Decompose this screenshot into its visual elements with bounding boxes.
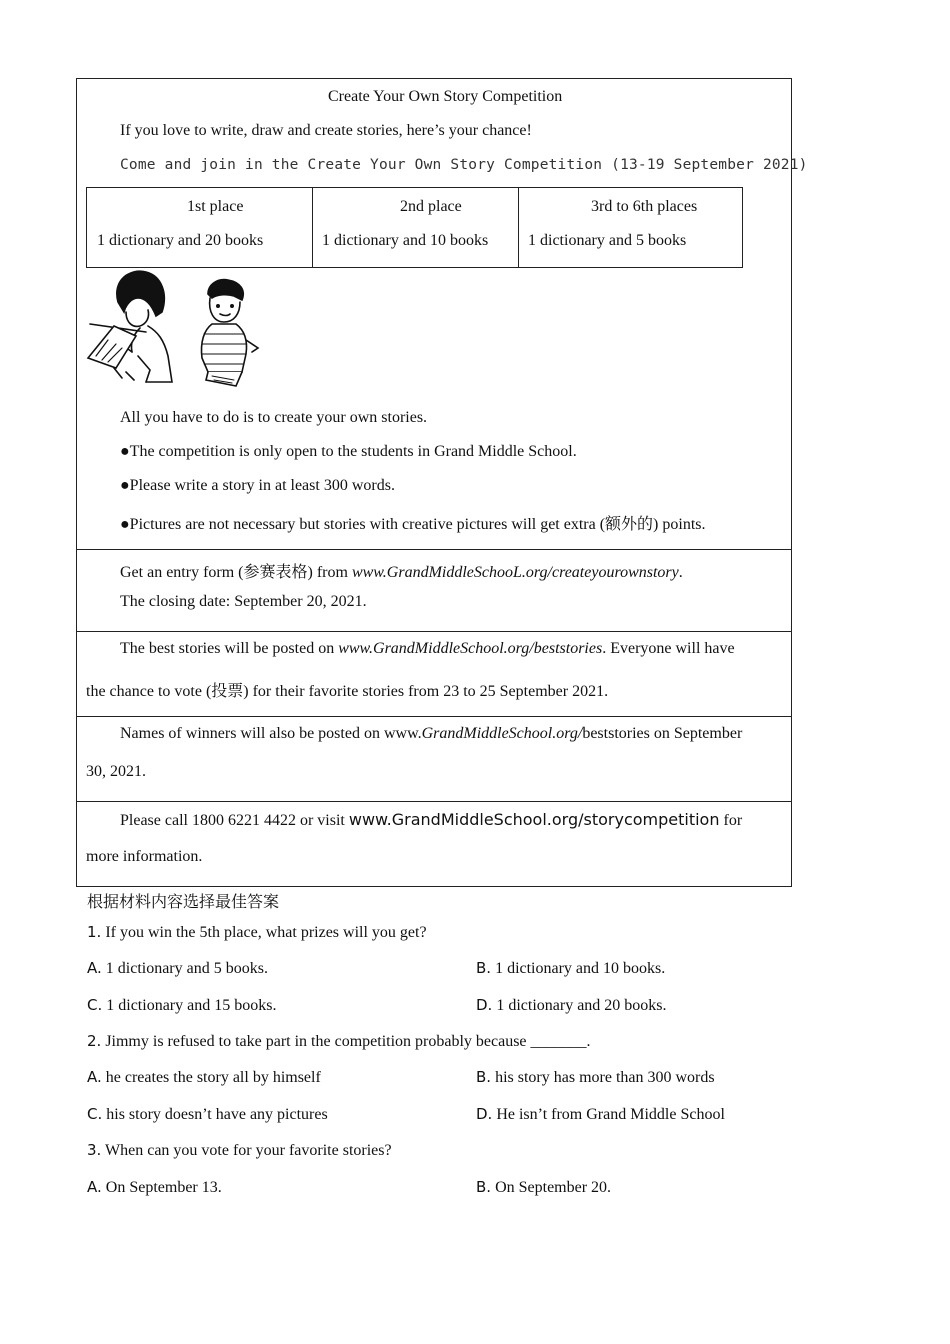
option-text: 1 dictionary and 20 books.	[492, 997, 667, 1014]
prize-table	[86, 187, 743, 268]
question-text: When can you vote for your favorite stories?	[101, 1142, 392, 1159]
winners-line-2: 30, 2021.	[86, 763, 146, 780]
option-1c[interactable]	[87, 996, 276, 1015]
prize-value: 1 dictionary and 10 books	[322, 232, 489, 249]
question-number: 3.	[87, 1141, 102, 1159]
option-1a[interactable]	[87, 959, 268, 978]
notice-intro: If you love to write, draw and create stories, here’s your chance!	[120, 122, 532, 139]
voting-suffix: . Everyone will have	[602, 640, 735, 657]
option-text: On September 13.	[101, 1179, 222, 1196]
option-text: 1 dictionary and 10 books.	[491, 960, 666, 977]
question-1	[87, 923, 427, 942]
voting-url: www.GrandMiddleSchool.org/beststories	[338, 640, 603, 657]
question-text: Jimmy is refused to take part in the competition probably because _______.	[101, 1033, 591, 1050]
option-text: 1 dictionary and 15 books.	[102, 997, 277, 1014]
winners-line-1	[120, 725, 742, 743]
contact-line-1	[120, 810, 742, 830]
voting-prefix: The best stories will be posted on	[120, 640, 339, 657]
contact-prefix: Please call 1800 6221 4422 or visit	[120, 812, 349, 829]
option-2d[interactable]	[476, 1105, 725, 1124]
boy-figure	[201, 280, 258, 386]
notice-join-line: Come and join in the Create Your Own Story Competition (13-19 September 2021)	[120, 157, 808, 173]
rules-intro: All you have to do is to create your own stories.	[120, 409, 428, 426]
notice-title: Create Your Own Story Competition	[328, 88, 563, 105]
question-number: 2.	[87, 1032, 102, 1050]
option-letter: A.	[87, 1068, 102, 1086]
girl-figure	[88, 271, 172, 382]
option-2a[interactable]	[87, 1068, 321, 1087]
winners-prefix: Names of winners will also be posted on www.	[120, 725, 422, 742]
option-2c[interactable]	[87, 1105, 328, 1124]
entry-form-url: www.GrandMiddleSchooL.org/createyourownstory	[351, 564, 679, 581]
contact-line-2: more information.	[86, 848, 203, 865]
option-letter: A.	[87, 959, 102, 977]
rule-item: ●Please write a story in at least 300 words.	[120, 477, 395, 494]
option-letter: C.	[87, 1105, 103, 1123]
instruction: 根据材料内容选择最佳答案	[87, 894, 280, 911]
option-letter: C.	[87, 996, 103, 1014]
option-letter: D.	[476, 996, 493, 1014]
prize-cell-second	[313, 188, 519, 268]
contact-suffix: for	[719, 812, 743, 829]
rule-item: ●The competition is only open to the students in Grand Middle School.	[120, 443, 577, 460]
voting-line-2: the chance to vote (投票) for their favorite stories from 23 to 25 September 2021.	[86, 683, 609, 700]
option-text: his story has more than 300 words	[491, 1069, 715, 1086]
prize-cell-first	[87, 188, 313, 268]
kids-writing-illustration	[86, 268, 266, 392]
closing-date: The closing date: September 20, 2021.	[120, 593, 367, 610]
prize-value: 1 dictionary and 5 books	[528, 232, 687, 249]
contact-url: www.GrandMiddleSchool.org/storycompetition	[348, 810, 720, 829]
question-2	[87, 1032, 591, 1051]
entry-form-suffix: .	[678, 564, 683, 581]
question-number: 1.	[87, 923, 102, 941]
entry-form-prefix: Get an entry form (参赛表格) from	[120, 564, 352, 581]
option-text: He isn’t from Grand Middle School	[492, 1106, 725, 1123]
option-text: 1 dictionary and 5 books.	[101, 960, 268, 977]
prize-row	[87, 188, 743, 268]
question-text: If you win the 5th place, what prizes will you get?	[101, 924, 427, 941]
entry-form-line	[120, 559, 683, 582]
option-1d[interactable]	[476, 996, 667, 1015]
option-2b[interactable]	[476, 1068, 715, 1087]
option-letter: B.	[476, 1068, 492, 1086]
option-text: his story doesn’t have any pictures	[102, 1106, 328, 1123]
option-3a[interactable]	[87, 1178, 222, 1197]
option-1b[interactable]	[476, 959, 665, 978]
prize-place: 3rd to 6th places	[591, 198, 698, 215]
option-text: On September 20.	[491, 1179, 612, 1196]
question-3	[87, 1141, 392, 1160]
option-letter: D.	[476, 1105, 493, 1123]
prize-place: 2nd place	[400, 198, 462, 215]
option-3b[interactable]	[476, 1178, 611, 1197]
option-letter: B.	[476, 959, 492, 977]
option-letter: B.	[476, 1178, 492, 1196]
option-letter: A.	[87, 1178, 102, 1196]
rule-item: ●Pictures are not necessary but stories with creative pictures will get extra (额外的) points.	[120, 516, 706, 533]
prize-value: 1 dictionary and 20 books	[97, 232, 264, 249]
option-text: he creates the story all by himself	[101, 1069, 321, 1086]
winners-url: GrandMiddleSchool.org/	[421, 725, 583, 742]
prize-cell-third	[519, 188, 743, 268]
voting-line-1	[120, 640, 735, 658]
prize-place: 1st place	[187, 198, 244, 215]
winners-suffix: beststories on September	[582, 725, 743, 742]
